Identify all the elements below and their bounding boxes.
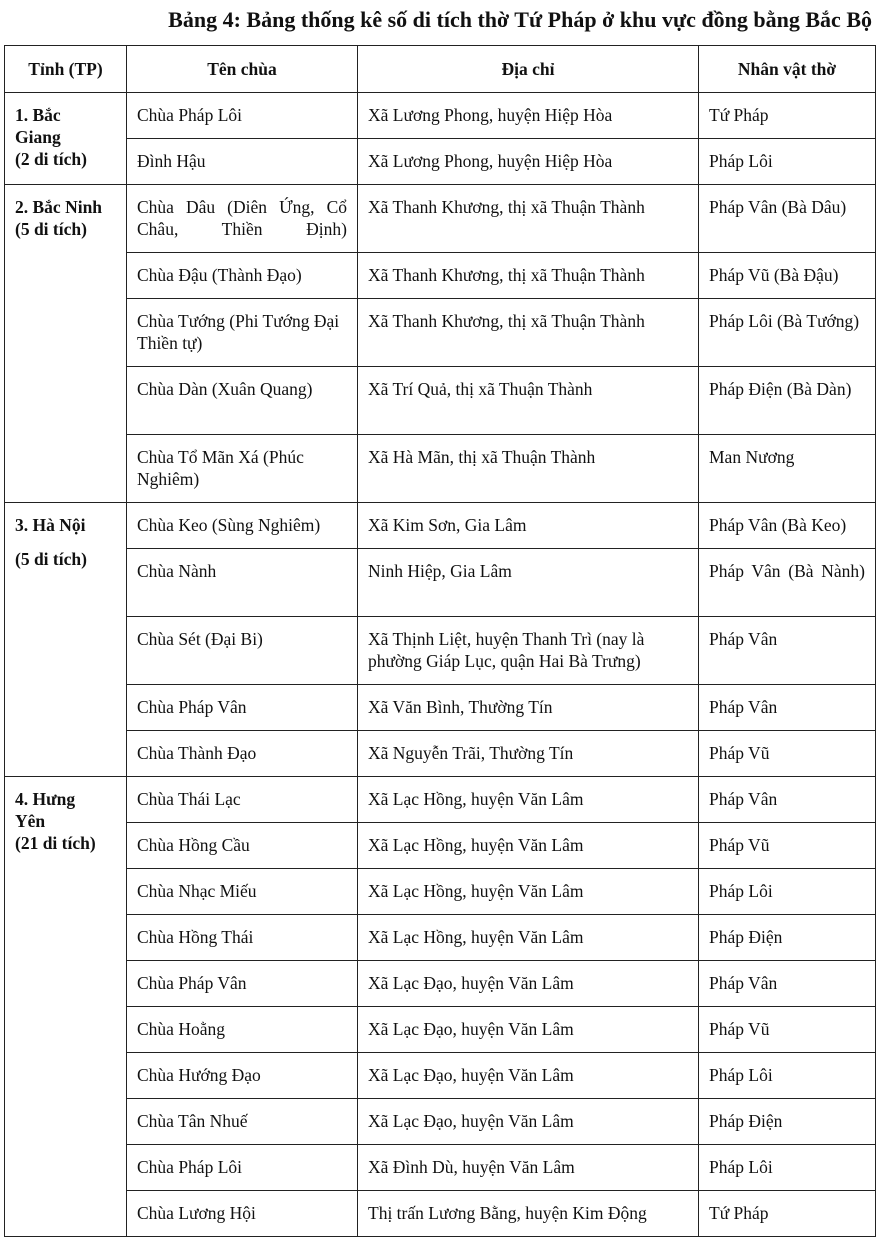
province-label-line: (2 di tích) xyxy=(15,149,87,169)
temple-name-cell: Chùa Lương Hội xyxy=(127,1191,358,1237)
address-cell: Xã Lạc Đạo, huyện Văn Lâm xyxy=(358,1099,699,1145)
temple-name-cell: Chùa Tướng (Phi Tướng Đại Thiền tự) xyxy=(127,299,358,367)
worshipped-figure-cell: Pháp Vũ xyxy=(699,823,876,869)
table-row xyxy=(5,823,876,869)
header-province: Tỉnh (TP) xyxy=(5,46,127,93)
province-label-line: 2. Bắc Ninh xyxy=(15,197,103,217)
province-label-line: 3. Hà Nội xyxy=(15,515,86,535)
worshipped-figure-cell: Pháp Vân xyxy=(699,961,876,1007)
address-cell: Xã Lạc Hồng, huyện Văn Lâm xyxy=(358,823,699,869)
temple-name-cell: Chùa Dàn (Xuân Quang) xyxy=(127,367,358,435)
address-cell: Xã Lạc Hồng, huyện Văn Lâm xyxy=(358,777,699,823)
worshipped-figure-cell: Pháp Vũ xyxy=(699,731,876,777)
temple-name-cell: Chùa Tân Nhuế xyxy=(127,1099,358,1145)
address-cell: Xã Lạc Đạo, huyện Văn Lâm xyxy=(358,1053,699,1099)
relic-statistics-table xyxy=(4,45,876,1237)
address-cell: Xã Thanh Khương, thị xã Thuận Thành xyxy=(358,253,699,299)
table-row xyxy=(5,1053,876,1099)
temple-name-cell: Chùa Nành xyxy=(127,549,358,617)
worshipped-figure-cell: Tứ Pháp xyxy=(699,93,876,139)
province-label-line: Giang xyxy=(15,127,61,147)
worshipped-figure-cell: Pháp Vân xyxy=(699,777,876,823)
worshipped-figure-cell: Pháp Vân (Bà Nành) xyxy=(699,549,876,617)
table-row xyxy=(5,549,876,617)
table-title: Bảng 4: Bảng thống kê số di tích thờ Tứ Pháp ở khu vực đồng bằng Bắc Bộ xyxy=(168,7,872,32)
temple-name-cell: Chùa Pháp Lôi xyxy=(127,1145,358,1191)
address-cell: Thị trấn Lương Bằng, huyện Kim Động xyxy=(358,1191,699,1237)
temple-name-cell: Chùa Tổ Mãn Xá (Phúc Nghiêm) xyxy=(127,435,358,503)
worshipped-figure-cell: Pháp Lôi (Bà Tướng) xyxy=(699,299,876,367)
header-temple-name: Tên chùa xyxy=(127,46,358,93)
worshipped-figure-cell: Pháp Lôi xyxy=(699,869,876,915)
table-header-row xyxy=(5,46,876,93)
province-cell xyxy=(5,185,127,503)
table-row xyxy=(5,961,876,1007)
table-row xyxy=(5,731,876,777)
address-cell: Xã Lạc Hồng, huyện Văn Lâm xyxy=(358,915,699,961)
temple-name-cell: Đình Hậu xyxy=(127,139,358,185)
worshipped-figure-cell: Pháp Vân xyxy=(699,685,876,731)
worshipped-figure-cell: Pháp Lôi xyxy=(699,1145,876,1191)
province-label-line: Yên xyxy=(15,811,46,831)
address-cell: Xã Lương Phong, huyện Hiệp Hòa xyxy=(358,139,699,185)
table-row xyxy=(5,915,876,961)
province-label-line: (5 di tích) xyxy=(15,549,87,569)
table-row xyxy=(5,1191,876,1237)
address-cell: Xã Trí Quả, thị xã Thuận Thành xyxy=(358,367,699,435)
worshipped-figure-cell: Tứ Pháp xyxy=(699,1191,876,1237)
province-label-line: (5 di tích) xyxy=(15,219,87,239)
table-row xyxy=(5,1007,876,1053)
table-row xyxy=(5,253,876,299)
worshipped-figure-cell: Pháp Điện (Bà Dàn) xyxy=(699,367,876,435)
temple-name-cell: Chùa Đậu (Thành Đạo) xyxy=(127,253,358,299)
temple-name-cell: Chùa Hồng Thái xyxy=(127,915,358,961)
table-row xyxy=(5,503,876,549)
header-address: Địa chỉ xyxy=(358,46,699,93)
worshipped-figure-cell: Pháp Vũ xyxy=(699,1007,876,1053)
worshipped-figure-cell: Pháp Vân xyxy=(699,617,876,685)
table-row xyxy=(5,139,876,185)
worshipped-figure-cell: Pháp Vân (Bà Keo) xyxy=(699,503,876,549)
header-worshipped-figure: Nhân vật thờ xyxy=(699,46,876,93)
table-row xyxy=(5,1099,876,1145)
address-cell: Xã Nguyễn Trãi, Thường Tín xyxy=(358,731,699,777)
table-row xyxy=(5,1145,876,1191)
temple-name-cell: Chùa Nhạc Miếu xyxy=(127,869,358,915)
temple-name-cell: Chùa Sét (Đại Bi) xyxy=(127,617,358,685)
address-cell: Xã Lương Phong, huyện Hiệp Hòa xyxy=(358,93,699,139)
address-cell: Xã Lạc Đạo, huyện Văn Lâm xyxy=(358,961,699,1007)
temple-name-cell: Chùa Thành Đạo xyxy=(127,731,358,777)
province-cell xyxy=(5,777,127,1237)
address-cell: Ninh Hiệp, Gia Lâm xyxy=(358,549,699,617)
province-label-line: 4. Hưng xyxy=(15,789,76,809)
province-cell xyxy=(5,503,127,777)
address-cell: Xã Đình Dù, huyện Văn Lâm xyxy=(358,1145,699,1191)
worshipped-figure-cell: Pháp Điện xyxy=(699,1099,876,1145)
worshipped-figure-cell: Man Nương xyxy=(699,435,876,503)
temple-name-cell: Chùa Hướng Đạo xyxy=(127,1053,358,1099)
table-row xyxy=(5,869,876,915)
temple-name-cell: Chùa Keo (Sùng Nghiêm) xyxy=(127,503,358,549)
temple-name-cell: Chùa Pháp Lôi xyxy=(127,93,358,139)
province-label-line: (21 di tích) xyxy=(15,833,96,853)
address-cell: Xã Thịnh Liệt, huyện Thanh Trì (nay là phường Giáp Lục, quận Hai Bà Trưng) xyxy=(358,617,699,685)
temple-name-cell: Chùa Thái Lạc xyxy=(127,777,358,823)
address-cell: Xã Hà Mãn, thị xã Thuận Thành xyxy=(358,435,699,503)
address-cell: Xã Lạc Hồng, huyện Văn Lâm xyxy=(358,869,699,915)
worshipped-figure-cell: Pháp Lôi xyxy=(699,1053,876,1099)
worshipped-figure-cell: Pháp Điện xyxy=(699,915,876,961)
table-row xyxy=(5,685,876,731)
temple-name-cell: Chùa Pháp Vân xyxy=(127,685,358,731)
table-row xyxy=(5,299,876,367)
table-row xyxy=(5,185,876,253)
table-row xyxy=(5,777,876,823)
address-cell: Xã Thanh Khương, thị xã Thuận Thành xyxy=(358,185,699,253)
table-body xyxy=(5,93,876,1237)
table-row xyxy=(5,435,876,503)
table-row xyxy=(5,93,876,139)
worshipped-figure-cell: Pháp Vũ (Bà Đậu) xyxy=(699,253,876,299)
worshipped-figure-cell: Pháp Vân (Bà Dâu) xyxy=(699,185,876,253)
province-cell xyxy=(5,93,127,185)
table-row xyxy=(5,367,876,435)
worshipped-figure-cell: Pháp Lôi xyxy=(699,139,876,185)
address-cell: Xã Lạc Đạo, huyện Văn Lâm xyxy=(358,1007,699,1053)
province-label-line: 1. Bắc xyxy=(15,105,61,125)
address-cell: Xã Kim Sơn, Gia Lâm xyxy=(358,503,699,549)
temple-name-cell: Chùa Dâu (Diên Ứng, Cổ Châu, Thiền Định) xyxy=(127,185,358,253)
temple-name-cell: Chùa Pháp Vân xyxy=(127,961,358,1007)
temple-name-cell: Chùa Hoằng xyxy=(127,1007,358,1053)
address-cell: Xã Văn Bình, Thường Tín xyxy=(358,685,699,731)
table-row xyxy=(5,617,876,685)
temple-name-cell: Chùa Hồng Cầu xyxy=(127,823,358,869)
address-cell: Xã Thanh Khương, thị xã Thuận Thành xyxy=(358,299,699,367)
